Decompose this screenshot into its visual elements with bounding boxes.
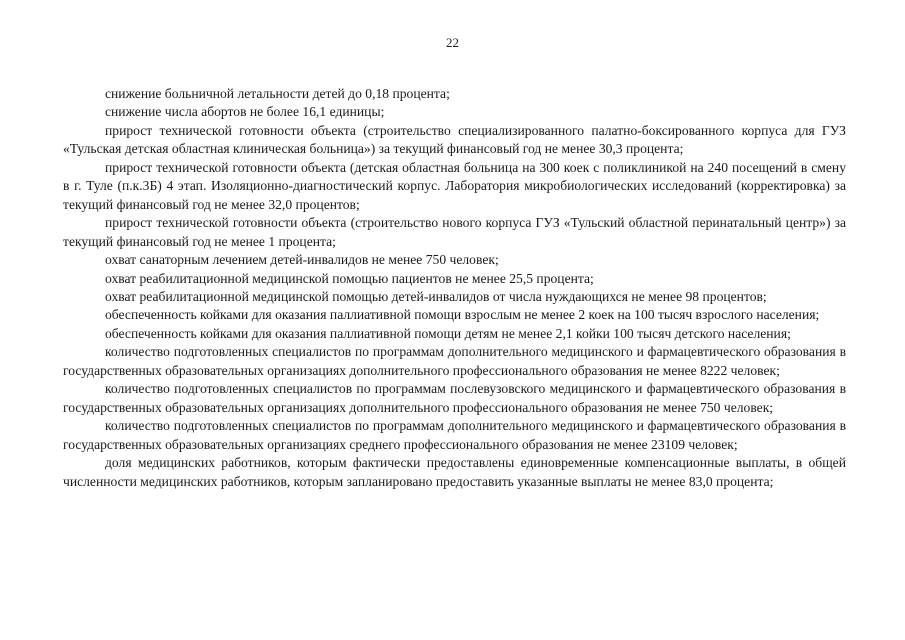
page-number: 22: [446, 35, 459, 50]
paragraph-specialists-secondary: количество подготовленных специалистов по программам дополнительного медицинского и фармацевтического образования в государственных образовательных организациях среднего профессионального образования не менее 23109 человек;: [63, 418, 846, 452]
document-body: [63, 85, 846, 491]
paragraph-compensation-payments: доля медицинских работников, которым фактически предоставлены единовременные компенсационные выплаты, в общей численности медицинских работников, которым запланировано предоставить указанные выплаты не менее 83,0 процента;: [63, 455, 846, 489]
paragraph-regional-childrens-hospital: прирост технической готовности объекта (детская областная больница на 300 коек с поликлиникой на 240 посещений в смену в г. Туле (п.к.3Б) 4 этап. Изоляционно-диагностический корпус. Лаборатория микробиологических исследований (корректировка) за текущий финансовый год не менее 32,0 процентов;: [63, 159, 846, 212]
paragraph-palliative-adults: обеспеченность койками для оказания паллиативной помощи взрослым не менее 2 коек на 100 тысяч взрослого населения;: [105, 307, 820, 323]
paragraph-specialists-additional: количество подготовленных специалистов по программам дополнительного медицинского и фармацевтического образования в государственных образовательных организациях дополнительного профессионального образования не менее 8222 человек;: [63, 344, 846, 378]
paragraph-rehab-children: охват реабилитационной медицинской помощью детей-инвалидов от числа нуждающихся не менее 98 процентов;: [105, 288, 767, 304]
paragraph-specialists-postgraduate: количество подготовленных специалистов по программам послевузовского медицинского и фармацевтического образования в государственных образовательных организациях дополнительного профессионального образования не менее 750 человек;: [63, 381, 846, 415]
paragraph-perinatal-center: прирост технической готовности объекта (строительство нового корпуса ГУЗ «Тульский областной перинатальный центр») за текущий финансовый год не менее 1 процента;: [63, 215, 846, 249]
paragraph-childrens-hospital-building: прирост технической готовности объекта (строительство специализированного палатно-боксированного корпуса для ГУЗ «Тульская детская областная клиническая больница») за текущий финансовый год не менее 30,3 процента;: [63, 122, 846, 157]
paragraph-sanatorium-coverage: охват санаторным лечением детей-инвалидов не менее 750 человек;: [105, 252, 499, 268]
paragraph-hospital-mortality: снижение больничной летальности детей до 0,18 процента;: [105, 86, 450, 101]
paragraph-abortions: снижение числа абортов не более 16,1 единицы;: [105, 104, 385, 120]
paragraph-palliative-children: обеспеченность койками для оказания паллиативной помощи детям не менее 2,1 койки 100 тысяч детского населения;: [105, 325, 791, 341]
paragraph-rehab-patients: охват реабилитационной медицинской помощью пациентов не менее 25,5 процента;: [105, 270, 594, 286]
